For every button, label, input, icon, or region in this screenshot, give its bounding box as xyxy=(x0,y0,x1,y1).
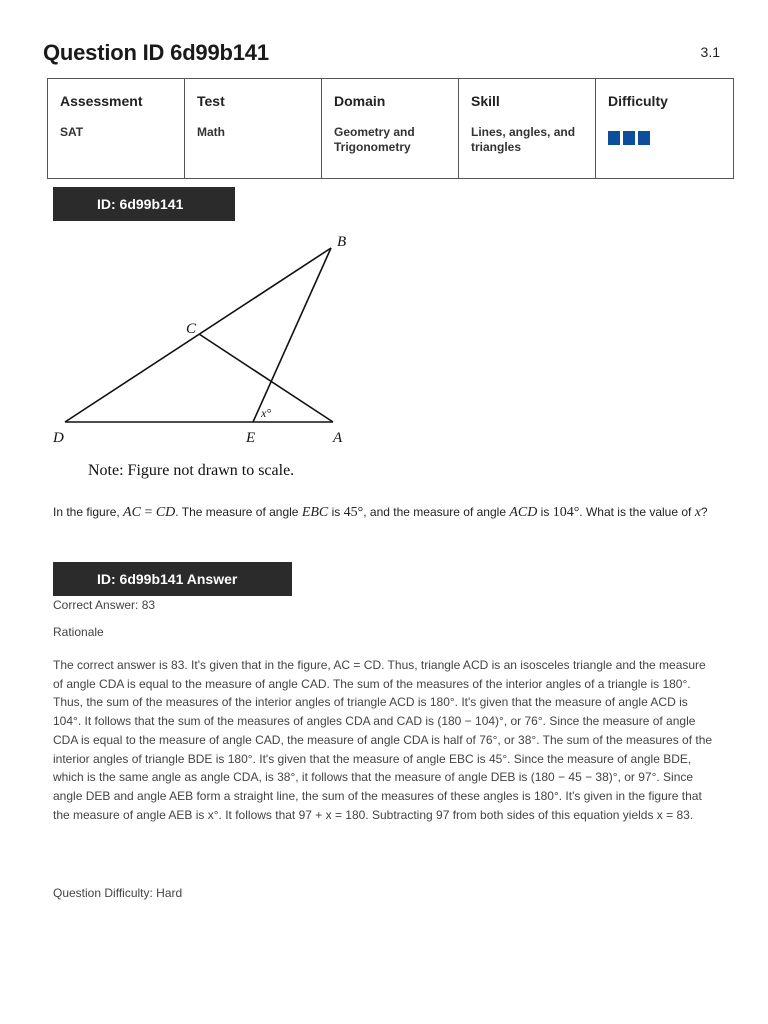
math-cd: CD xyxy=(155,505,176,520)
math-ac: AC xyxy=(123,505,141,520)
math-acd: ACD xyxy=(509,505,538,520)
rationale-text xyxy=(53,656,718,824)
header-difficulty: Difficulty xyxy=(596,79,734,121)
question-text xyxy=(53,502,713,523)
math-45-degrees: 45° xyxy=(343,505,364,520)
label-angle-x: x° xyxy=(261,406,272,420)
figure-note: Note: Figure not drawn to scale. xyxy=(88,462,295,479)
correct-answer: Correct Answer: 83 xyxy=(53,598,156,612)
question-difficulty: Question Difficulty: Hard xyxy=(53,886,183,900)
header-assessment: Assessment xyxy=(48,79,185,121)
question-text-part: . What is the value of xyxy=(579,505,695,519)
label-d: D xyxy=(53,430,64,446)
header-test: Test xyxy=(185,79,322,121)
value-domain: Geometry and Trigonometry xyxy=(322,121,459,179)
rationale-heading: Rationale xyxy=(53,625,104,639)
question-id-tag: ID: 6d99b141 xyxy=(53,187,235,221)
label-e: E xyxy=(246,430,256,446)
question-text-part: ? xyxy=(700,505,708,519)
label-b: B xyxy=(337,234,347,250)
segment-db xyxy=(65,248,331,422)
page-title: Question ID 6d99b141 xyxy=(43,40,269,65)
label-c: C xyxy=(186,321,197,337)
value-test: Math xyxy=(185,121,322,179)
question-text-part: . The measure of angle xyxy=(175,505,302,519)
difficulty-indicator xyxy=(608,131,721,145)
metadata-header-row xyxy=(48,79,734,121)
answer-id-tag: ID: 6d99b141 Answer xyxy=(53,562,292,596)
math-equals: = xyxy=(140,505,156,520)
question-metadata-table xyxy=(47,78,734,179)
question-text-part: In the figure, xyxy=(53,505,124,519)
question-text-part: is xyxy=(328,505,344,519)
value-skill: Lines, angles, and triangles xyxy=(459,121,596,179)
math-ebc: EBC xyxy=(301,505,329,520)
label-a: A xyxy=(333,430,343,446)
math-104-degrees: 104° xyxy=(552,505,580,520)
value-difficulty xyxy=(596,121,734,179)
value-assessment: SAT xyxy=(48,121,185,179)
page-number: 3.1 xyxy=(700,44,720,60)
question-text-part: is xyxy=(537,505,553,519)
header-domain: Domain xyxy=(322,79,459,121)
question-text-part: , and the measure of angle xyxy=(363,505,510,519)
difficulty-bar xyxy=(638,131,650,145)
difficulty-bar xyxy=(623,131,635,145)
rationale-paragraph: The correct answer is 83. It's given that in the figure, AC = CD. Thus, triangle ACD is an isosceles triangle and the measure of angle CDA is equal to the measure of angle CAD. The sum of the measures of the interior angles of a triangle is 180°. Thus, the sum of the measures of the interior angles of triangle ACD is 180°. It's given that the measure of angle ACD is 104°. It follows that the sum of the measures of angles CDA and CAD is (180 − 104)°, or 76°. Since the measure of angle CDA is equal to the measure of angle CAD, the measure of angle CDA is half of 76°, or 38°. The sum of the measures of the interior angles of triangle BDE is 180°. It's given that the measure of angle EBC is 45°. Since the measure of angle BDE, which is the same angle as angle CDA, is 38°, it follows that the measure of angle DEB is (180 − 45 − 38)°, or 97°. Since angle DEB and angle AEB form a straight line, the sum of the measures of these angles is 180°. It's given in the figure that the measure of angle AEB is x°. It follows that 97 + x = 180. Subtracting 97 from both sides of this equation yields x = 83. xyxy=(53,658,713,822)
math-x: x xyxy=(694,505,701,520)
triangle-figure xyxy=(40,226,360,458)
metadata-value-row xyxy=(48,121,734,179)
difficulty-bar xyxy=(608,131,620,145)
header-skill: Skill xyxy=(459,79,596,121)
